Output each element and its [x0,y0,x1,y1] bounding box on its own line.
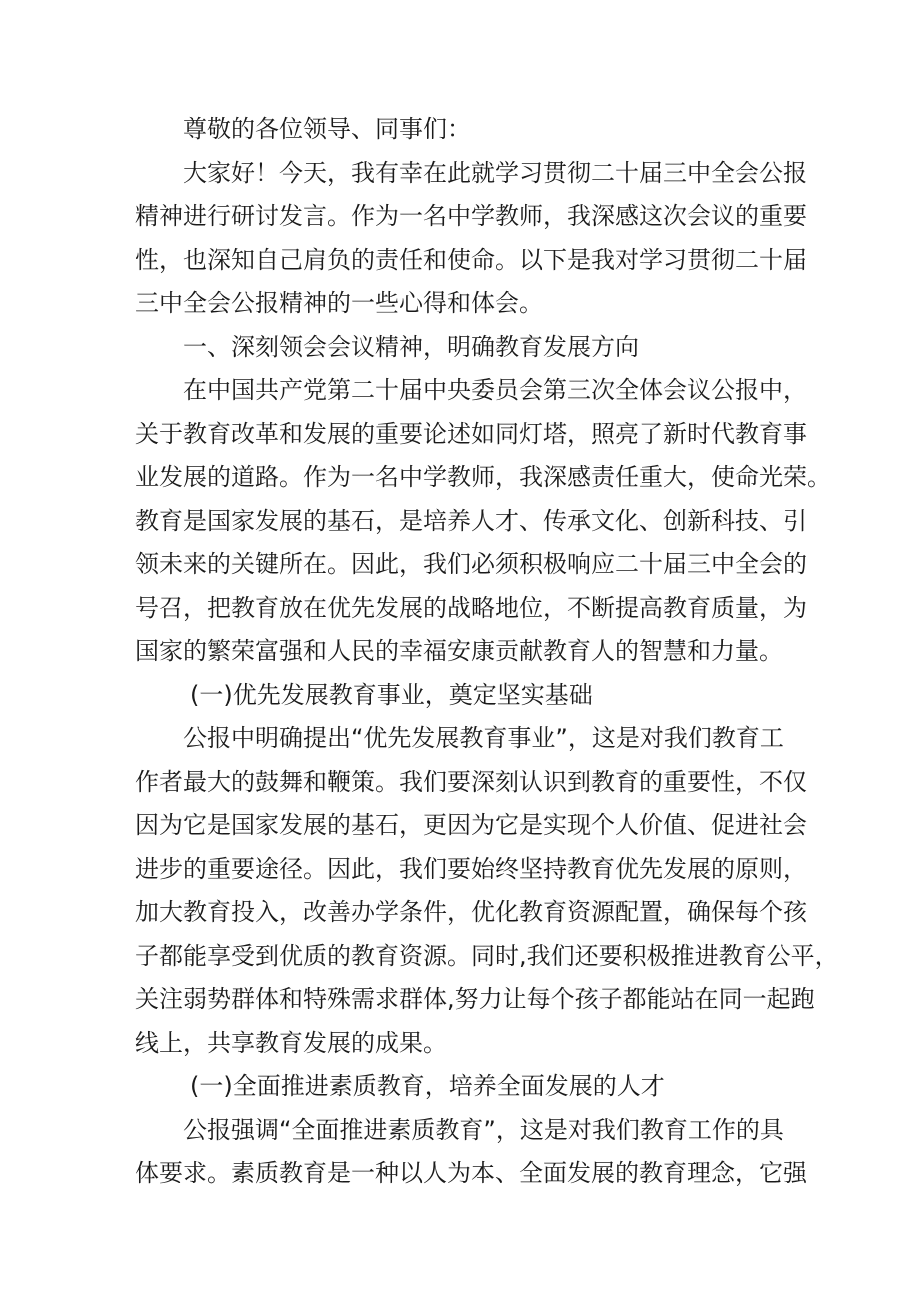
paragraph-line: 业发展的道路。作为一名中学教师，我深感责任重大，使命光荣。 [135,463,831,491]
subsection-heading: (一)全面推进素质教育，培养全面发展的人才 [190,1072,665,1100]
document-body [135,108,839,1196]
paragraph-line: 因为它是国家发展的基石，更因为它是实现个人价值、促进社会 [135,811,807,839]
paragraph-line: 关注弱势群体和特殊需求群体,努力让每个孩子都能站在同一起跑 [135,985,815,1013]
paragraph-line: 子都能享受到优质的教育资源。同时,我们还要积极推进教育公平， [135,941,839,970]
paragraph-line: 性，也深知自己肩负的责任和使命。以下是我对学习贯彻二十届 [135,245,807,274]
paragraph-line: 领未来的关键所在。因此，我们必须积极响应二十届三中全会的 [135,550,807,578]
salutation: 尊敬的各位领导、同事们： [183,115,471,143]
subsection-heading: (一)优先发展教育事业，奠定坚实基础 [190,680,593,709]
paragraph-line: 号召，把教育放在优先发展的战略地位，不断提高教育质量，为 [135,593,807,622]
paragraph-line: 公报中明确提出“优先发展教育事业”，这是对我们教育工 [183,724,784,752]
paragraph-line: 大家好！今天，我有幸在此就学习贯彻二十届三中全会公报 [183,158,807,187]
paragraph-line: 体要求。素质教育是一种以人为本、全面发展的教育理念，它强 [135,1159,807,1187]
paragraph-line: 关于教育改革和发展的重要论述如同灯塔，照亮了新时代教育事 [135,419,807,448]
paragraph-line: 教育是国家发展的基石，是培养人才、传承文化、创新科技、引 [135,506,807,535]
paragraph-line: 在中国共产党第二十届中央委员会第三次全体会议公报中， [183,376,807,404]
paragraph-line: 三中全会公报精神的一些心得和体会。 [135,289,543,317]
paragraph-line: 精神进行研讨发言。作为一名中学教师，我深感这次会议的重要 [135,202,807,230]
paragraph-line: 线上，共享教育发展的成果。 [135,1028,447,1057]
paragraph-line: 国家的繁荣富强和人民的幸福安康贡献教育人的智慧和力量。 [135,637,783,665]
section-heading: 一、深刻领会会议精神，明确教育发展方向 [183,332,639,361]
paragraph-line: 加大教育投入，改善办学条件，优化教育资源配置，确保每个孩 [135,898,807,926]
paragraph-line: 作者最大的鼓舞和鞭策。我们要深刻认识到教育的重要性，不仅 [135,767,807,796]
paragraph-line: 公报强调“全面推进素质教育”，这是对我们教育工作的具 [183,1115,784,1144]
paragraph-line: 进步的重要途径。因此，我们要始终坚持教育优先发展的原则， [135,854,807,883]
